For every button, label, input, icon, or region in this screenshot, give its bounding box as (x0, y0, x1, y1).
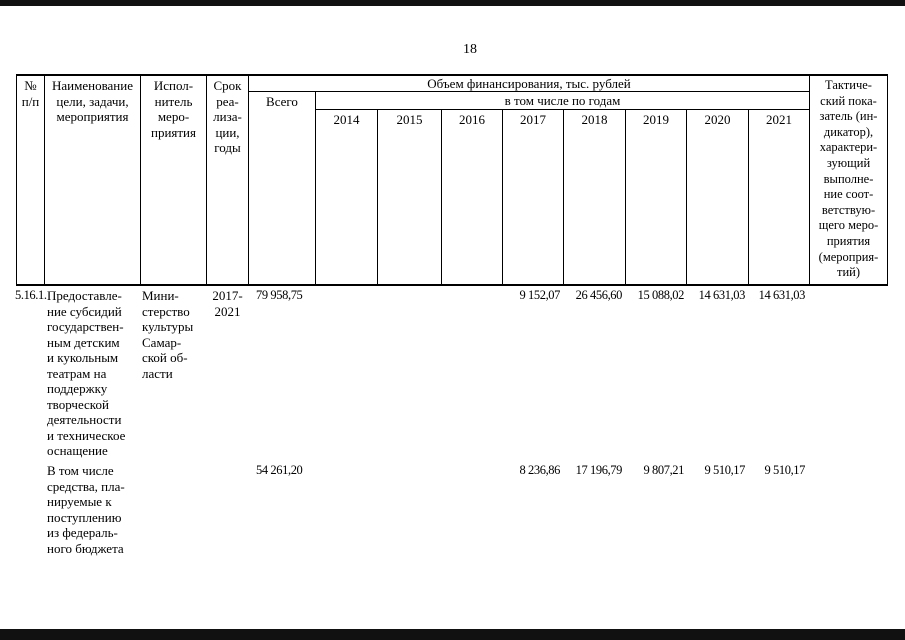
scan-top-edge (0, 0, 905, 6)
row1-2020: 14 631,03 (698, 288, 745, 302)
col-border-10 (625, 109, 626, 285)
row2-name: В том числе средства, пла- нируемые к поступлению из федераль- ного бюджета (47, 463, 125, 556)
header-year-2016: 2016 (459, 112, 485, 127)
row2-2018: 17 196,79 (575, 463, 622, 477)
col-border-6 (377, 109, 378, 285)
header-by-years: в том числе по годам (504, 93, 621, 108)
row1-num: 5.16.1. (15, 288, 47, 302)
header-year-2014: 2014 (333, 112, 360, 127)
header-year-2019: 2019 (643, 112, 669, 127)
col-border-8 (502, 109, 503, 285)
scan-bottom-edge (0, 629, 905, 640)
row1-2019: 15 088,02 (637, 288, 684, 302)
row2-total: 54 261,20 (256, 463, 303, 477)
col-border-12 (748, 109, 749, 285)
col-border-7 (441, 109, 442, 285)
row1-name: Предоставле- ние субсидий государствен- ным детским и кукольным театрам на поддержку творческой деятельности и техническое оснащение (47, 288, 126, 458)
row2-2017: 8 236,86 (519, 463, 560, 477)
row1-executor: Мини- стерство культуры Самар- ской об- ласти (142, 288, 194, 381)
header-funding: Объем финансирования, тыс. рублей (427, 76, 631, 91)
header-indicator: Тактиче- ский пока- затель (ин- дикатор), характери- зующий выполне- ние соот- ветствую- щего меро- приятия (мероприя- тий) (818, 78, 879, 280)
header-num: № п/п (21, 78, 40, 109)
row1-term: 2017- 2021 (212, 288, 243, 319)
page-number: 18 (463, 42, 477, 57)
col-border-14 (887, 74, 888, 285)
row1-total: 79 958,75 (256, 288, 303, 302)
header-year-2017: 2017 (520, 112, 546, 127)
header-year-2015: 2015 (396, 112, 423, 127)
row2-2019: 9 807,21 (643, 463, 684, 477)
years-header-rule (315, 109, 809, 110)
header-name: Наименование цели, задачи, мероприятия (52, 78, 133, 124)
col-border-11 (686, 109, 687, 285)
header-year-2018: 2018 (581, 112, 608, 127)
row1-2017: 9 152,07 (519, 288, 560, 302)
header-term: Срок реа- лиза- ции, годы (213, 78, 242, 155)
row2-2020: 9 510,17 (704, 463, 745, 477)
header-year-2020: 2020 (704, 112, 731, 127)
row2-2021: 9 510,17 (764, 463, 805, 477)
col-border-9 (563, 109, 564, 285)
row1-2018: 26 456,60 (575, 288, 622, 302)
header-total: Всего (266, 94, 298, 109)
header-year-2021: 2021 (766, 112, 792, 127)
header-executor: Испол- нитель меро- приятия (150, 78, 196, 140)
header-bottom-border (16, 284, 888, 286)
row1-2021: 14 631,03 (758, 288, 805, 302)
